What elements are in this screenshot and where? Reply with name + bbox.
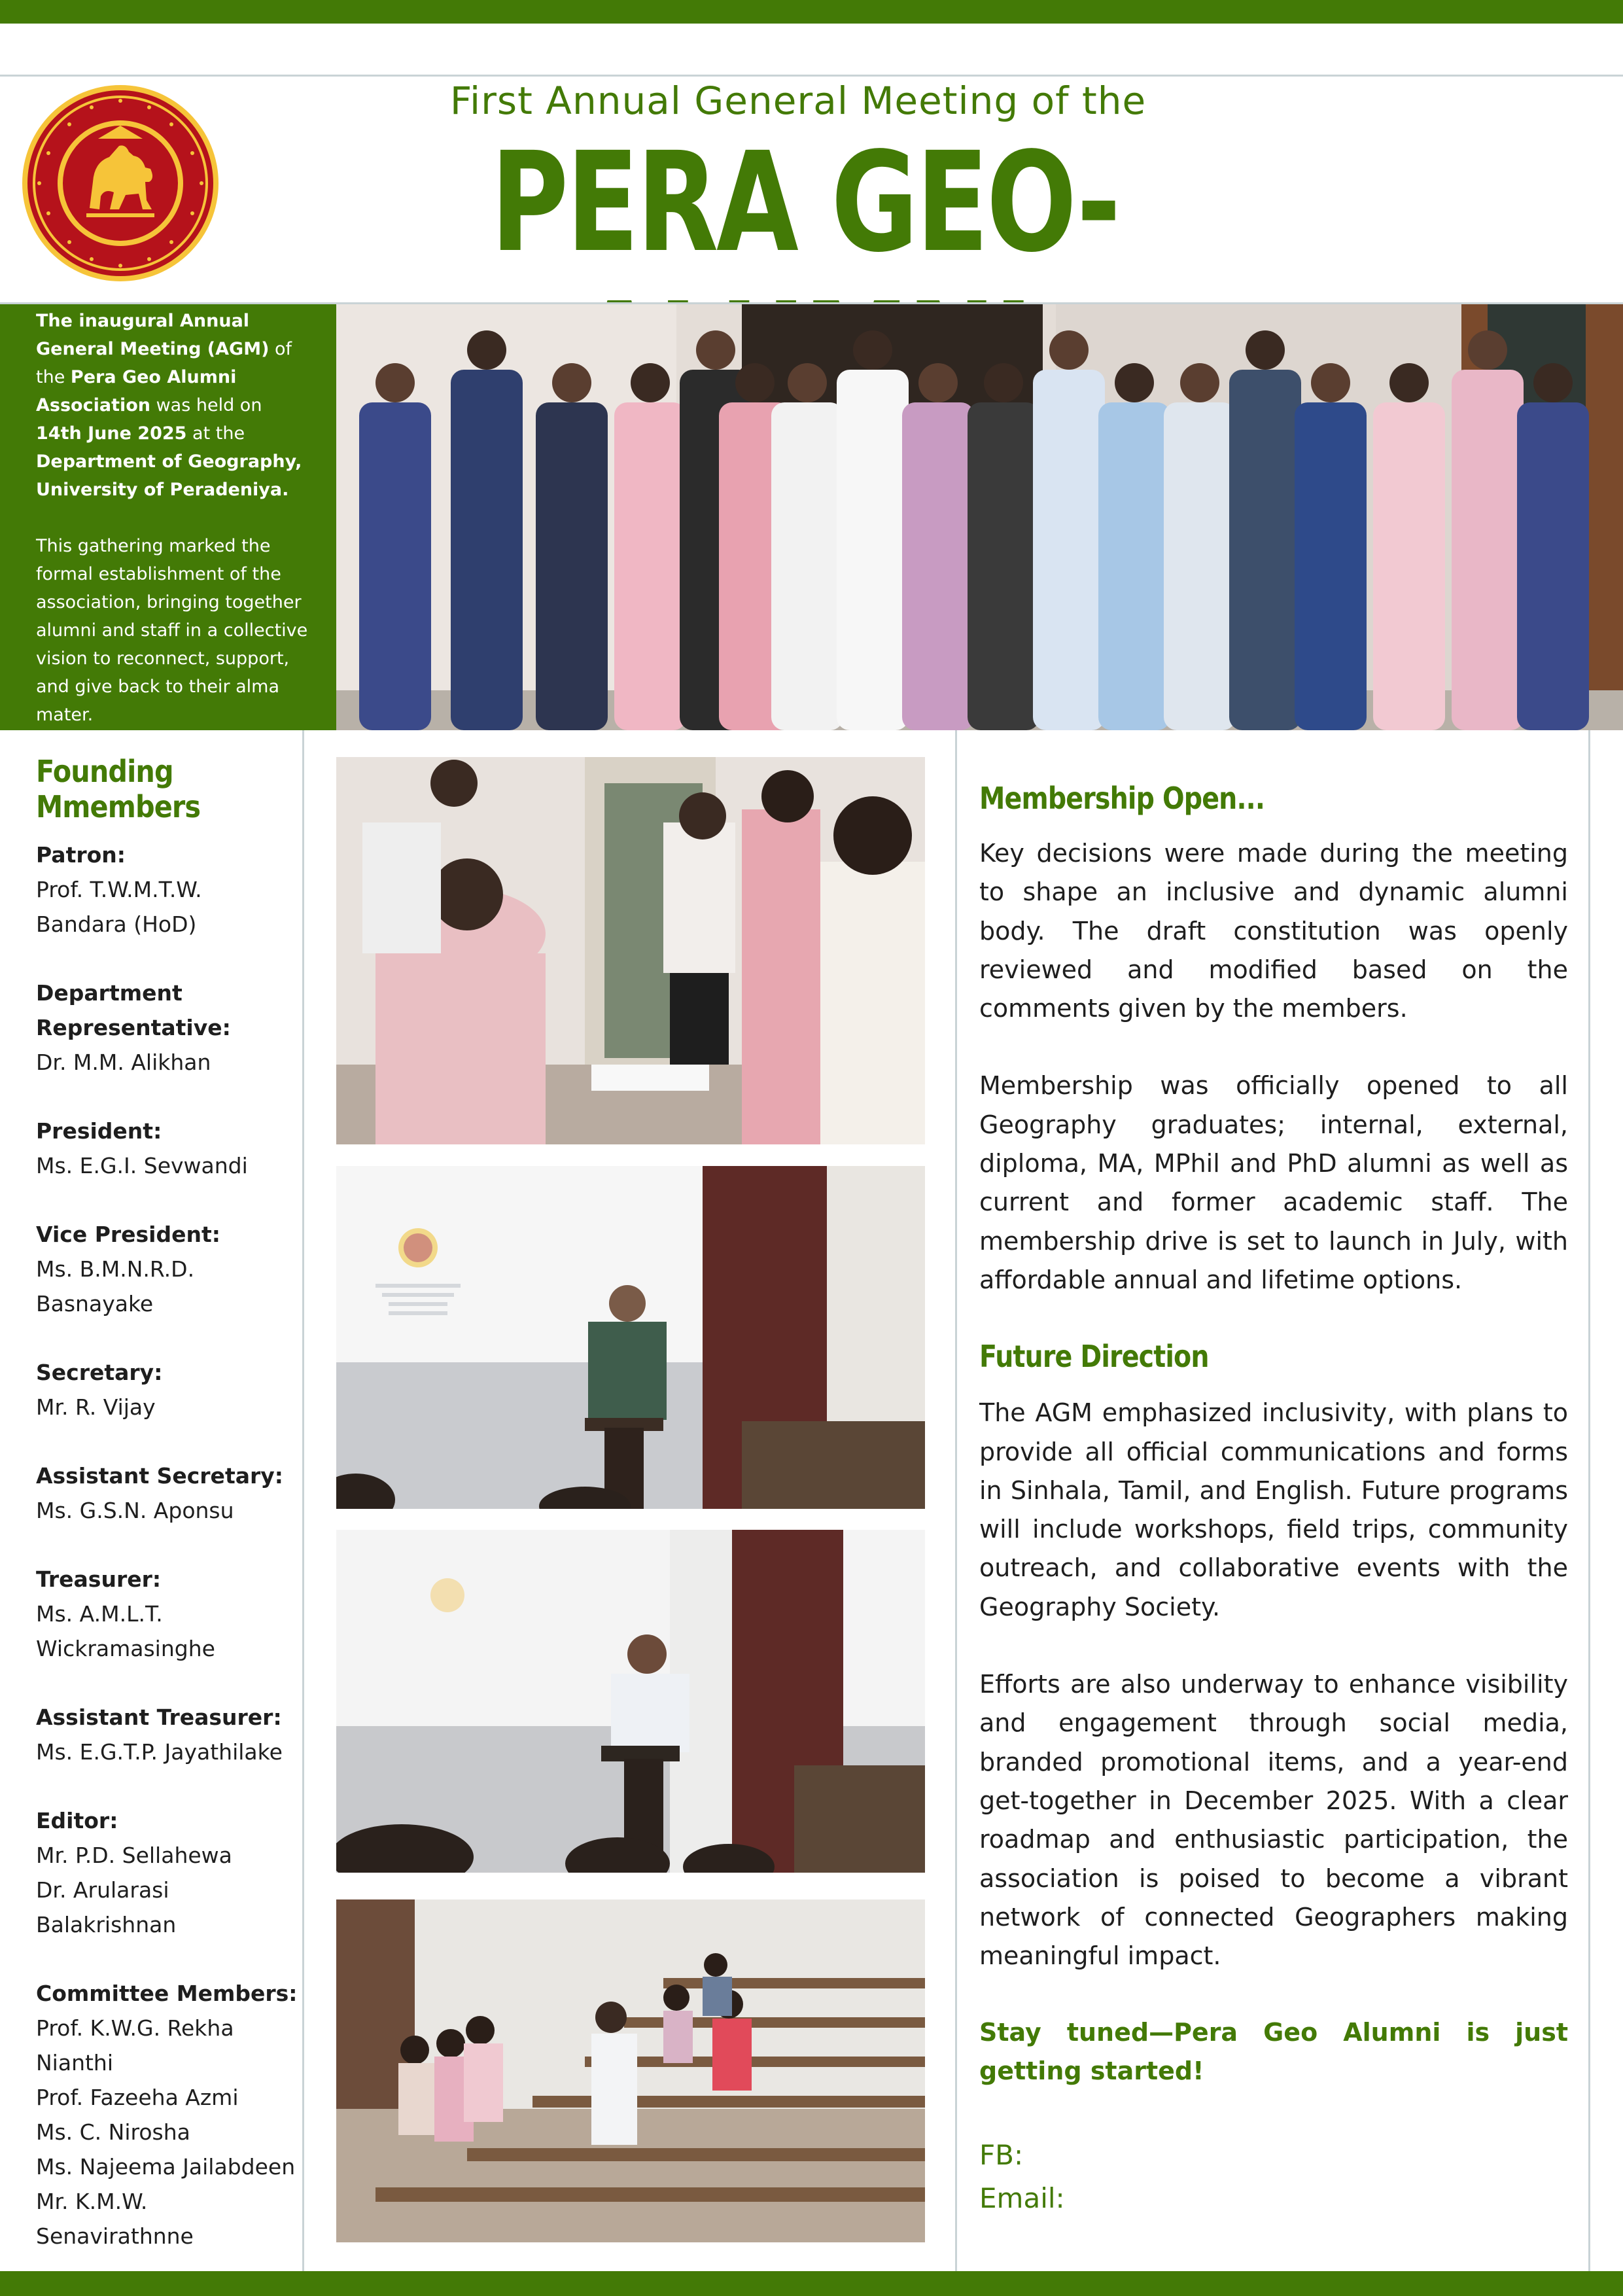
person-figure xyxy=(902,402,974,730)
future-direction-heading: Future Direction xyxy=(979,1339,1209,1375)
person-head xyxy=(1180,363,1219,402)
right-column xyxy=(979,775,1568,2220)
person-figure xyxy=(451,370,523,730)
member-group xyxy=(36,1458,311,1528)
person-figure xyxy=(614,402,686,730)
intro-text-run: The inaugural Annual General Meeting (AGM) xyxy=(36,311,270,359)
member-role: Vice President: xyxy=(36,1222,220,1247)
membership-paragraph-2: Membership was officially opened to all Geography graduates; internal, external, diploma, MA, MPhil and PhD alumni as well as current and former academic staff. The membership drive is set to launch in July, with affordable annual and lifetime options. xyxy=(979,1071,1568,1294)
page-title: PERA GEO- xyxy=(491,122,1119,283)
membership-heading: Membership Open... xyxy=(979,781,1265,816)
member-role: Treasurer: xyxy=(36,1566,162,1592)
bottom-accent-bar xyxy=(0,2271,1623,2296)
member-role: Assistant Secretary: xyxy=(36,1463,283,1489)
person-figure xyxy=(359,402,431,730)
member-group xyxy=(36,1217,311,1321)
member-name: Basnayake xyxy=(36,1291,154,1316)
person-figure xyxy=(1452,370,1524,730)
member-role: Editor: xyxy=(36,1808,118,1833)
intro-text-run: of the xyxy=(36,339,292,387)
member-group xyxy=(36,976,311,1080)
person-head xyxy=(1311,363,1350,402)
member-group xyxy=(36,1114,311,1183)
future-paragraph-1: The AGM emphasized inclusivity, with plans to provide all official communications and forms in Sinhala, Tamil, and English. Future programs will include workshops, field trips, community outreach, and collaborative events with the Geography Society. xyxy=(979,1398,1568,1621)
member-name: Ms. B.M.N.R.D. xyxy=(36,1256,195,1282)
intro-panel xyxy=(0,304,336,730)
member-name: Ms. G.S.N. Aponsu xyxy=(36,1498,234,1523)
event-photo-audience xyxy=(336,1899,925,2242)
person-figure xyxy=(1517,402,1589,730)
intro-text-run: 14th June 2025 xyxy=(36,423,187,444)
member-name: Ms. Najeema Jailabdeen xyxy=(36,2154,296,2180)
intro-paragraph-2: This gathering marked the formal establishment of the association, bringing together alumni and staff in a collective vision to reconnect, support, and give back to their alma mater. xyxy=(36,536,308,725)
member-group xyxy=(36,1700,311,1769)
event-photo-signing xyxy=(336,757,925,1144)
column-divider xyxy=(955,730,957,2271)
member-name: Prof. Fazeeha Azmi xyxy=(36,2085,239,2110)
person-head xyxy=(984,363,1023,402)
intro-paragraph-1 xyxy=(36,304,313,504)
person-figure xyxy=(1033,370,1105,730)
person-head xyxy=(1115,363,1154,402)
person-figure xyxy=(968,402,1039,730)
contact-block xyxy=(979,2134,1568,2220)
intro-text-run: Pera Geo Alumni Association xyxy=(36,367,237,415)
person-head xyxy=(375,363,415,402)
person-figure xyxy=(837,370,909,730)
person-head xyxy=(853,330,892,370)
member-role: Secretary: xyxy=(36,1360,163,1385)
person-head xyxy=(552,363,591,402)
page-edge-rule xyxy=(1588,730,1590,2271)
person-head xyxy=(696,330,735,370)
member-name: Nianthi xyxy=(36,2050,114,2075)
person-head xyxy=(1246,330,1285,370)
closing-tagline: Stay tuned—Pera Geo Alumni is just getting started! xyxy=(979,2018,1568,2086)
university-seal-icon xyxy=(21,84,220,283)
member-name: Ms. E.G.I. Sevwandi xyxy=(36,1153,248,1178)
member-name: Ms. A.M.L.T. xyxy=(36,1601,163,1627)
member-name: Mr. P.D. Sellahewa xyxy=(36,1843,232,1868)
member-group xyxy=(36,838,311,942)
person-head xyxy=(631,363,670,402)
member-name: Ms. E.G.T.P. Jayathilake xyxy=(36,1739,283,1765)
meeting-subtitle: First Annual General Meeting of the xyxy=(449,79,1147,123)
event-photo-speaker-2 xyxy=(336,1530,925,1873)
person-figure xyxy=(1295,402,1367,730)
facebook-label: FB: xyxy=(979,2139,1024,2172)
member-name: Wickramasinghe xyxy=(36,1636,215,1661)
person-figure xyxy=(771,402,843,730)
founding-members-heading: Founding Mmembers xyxy=(36,754,201,824)
member-name: Balakrishnan xyxy=(36,1912,177,1937)
member-role: Assistant Treasurer: xyxy=(36,1704,282,1730)
member-name: Ms. C. Nirosha xyxy=(36,2119,190,2145)
intro-text-run: at the xyxy=(186,423,245,444)
member-name: Prof. K.W.G. Rekha xyxy=(36,2015,234,2041)
person-figure xyxy=(1098,402,1170,730)
person-head xyxy=(788,363,827,402)
top-accent-bar xyxy=(0,0,1623,24)
member-role: President: xyxy=(36,1118,162,1144)
membership-paragraph-1: Key decisions were made during the meeting to shape an inclusive and dynamic alumni body. The draft constitution was openly reviewed and modified based on the comments given by the members. xyxy=(979,839,1568,1023)
member-group xyxy=(36,1562,311,1666)
member-role: Committee Members: xyxy=(36,1981,298,2006)
person-figure xyxy=(1373,402,1445,730)
member-name: Senavirathnne xyxy=(36,2223,194,2249)
group-photo xyxy=(336,304,1623,730)
member-role: Patron: xyxy=(36,842,126,868)
person-head xyxy=(1533,363,1573,402)
person-figure xyxy=(536,402,608,730)
founding-members-list xyxy=(36,838,311,2287)
member-group xyxy=(36,1976,311,2253)
person-head xyxy=(467,330,506,370)
member-group xyxy=(36,1803,311,1942)
member-group xyxy=(36,1355,311,1424)
event-photo-speaker-1 xyxy=(336,1166,925,1509)
person-figure xyxy=(1164,402,1236,730)
member-name: Bandara (HoD) xyxy=(36,911,197,937)
member-name: Mr. R. Vijay xyxy=(36,1394,156,1420)
intro-text-run: Department of Geography, University of Peradeniya. xyxy=(36,451,302,500)
email-label: Email: xyxy=(979,2182,1065,2215)
member-name: Prof. T.W.M.T.W. xyxy=(36,877,202,902)
person-head xyxy=(735,363,775,402)
person-head xyxy=(1389,363,1429,402)
person-head xyxy=(918,363,958,402)
person-head xyxy=(1468,330,1507,370)
member-name: Dr. M.M. Alikhan xyxy=(36,1050,211,1075)
intro-text-run: was held on xyxy=(150,395,262,415)
person-figure xyxy=(1229,370,1301,730)
person-head xyxy=(1049,330,1089,370)
future-paragraph-2: Efforts are also underway to enhance visibility and engagement through social media, branded promotional items, and a year-end get-together in December 2025. With a clear roadmap and enthusiastic participation, the association is poised to become a vibrant network of connected Geographers making meaningful impact. xyxy=(979,1670,1568,1971)
member-name: Mr. K.M.W. xyxy=(36,2189,148,2214)
member-name: Dr. Arularasi xyxy=(36,1877,169,1903)
member-role: Department Representative: xyxy=(36,980,231,1040)
header-rule xyxy=(0,75,1623,77)
